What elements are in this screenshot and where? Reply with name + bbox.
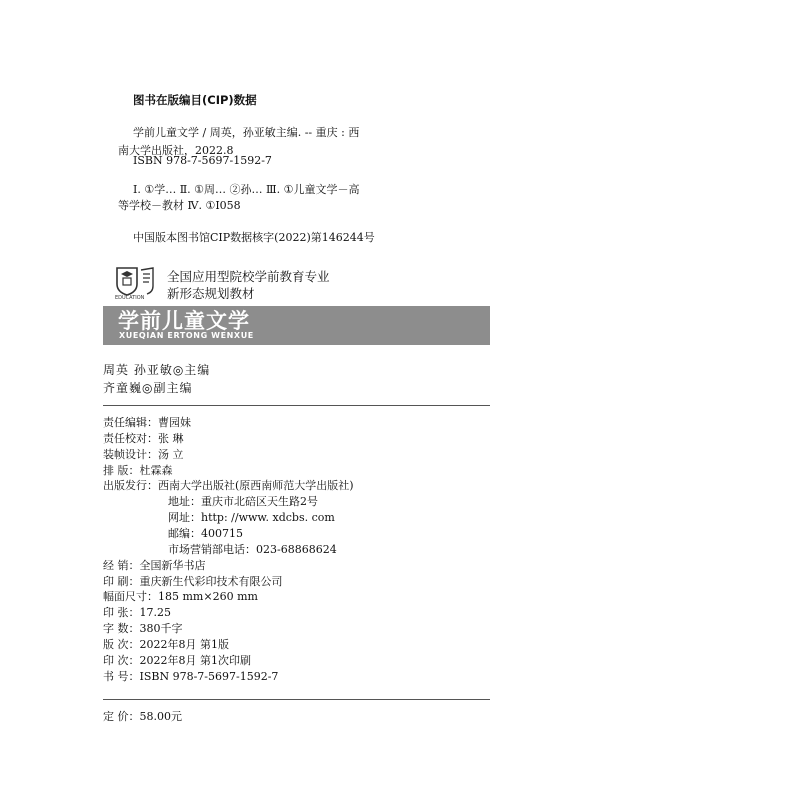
info-label: 印 次： bbox=[103, 653, 140, 667]
svg-text:EDUCATION: EDUCATION bbox=[115, 295, 145, 300]
cip-line-6: 中国版本图书馆CIP数据核字(2022)第146244号 bbox=[133, 231, 375, 244]
info-label: 幅面尺寸： bbox=[103, 590, 158, 604]
info-row bbox=[103, 636, 229, 652]
info-value: 重庆新生代彩印技术有限公司 bbox=[139, 574, 283, 588]
info-label: 书 号： bbox=[103, 669, 140, 683]
chief-editors: 周英 孙亚敏◎主编 bbox=[103, 363, 211, 377]
info-value: 邮编：400715 bbox=[168, 527, 243, 540]
info-row bbox=[168, 509, 335, 525]
info-value: 网址：http: //www. xdcbs. com bbox=[168, 511, 335, 525]
info-row bbox=[103, 477, 354, 493]
price-row bbox=[103, 708, 182, 724]
info-row bbox=[103, 668, 278, 684]
info-value: 曹园妹 bbox=[158, 416, 191, 429]
price-value: 58.00元 bbox=[139, 710, 182, 723]
cip-line-3: ISBN 978-7-5697-1592-7 bbox=[133, 154, 272, 167]
info-label: 版 次： bbox=[103, 637, 140, 651]
cip-line-5: 等学校－教材 Ⅳ. ①I058 bbox=[118, 199, 241, 212]
info-value: 2022年8月 第1次印刷 bbox=[139, 653, 251, 667]
info-row bbox=[103, 557, 206, 573]
info-row bbox=[103, 446, 184, 462]
info-row bbox=[168, 525, 243, 541]
divider-top bbox=[103, 405, 490, 406]
info-label: 字 数： bbox=[103, 622, 140, 635]
info-row bbox=[168, 493, 318, 509]
info-label: 出版发行： bbox=[103, 479, 158, 493]
info-value: ISBN 978-7-5697-1592-7 bbox=[139, 669, 279, 683]
education-logo bbox=[113, 264, 165, 300]
info-value: 2022年8月 第1版 bbox=[139, 637, 229, 651]
series-line-2: 新形态规划教材 bbox=[167, 286, 255, 301]
price-label: 定 价： bbox=[103, 710, 140, 723]
cip-line-4: Ⅰ. ①学… Ⅱ. ①周… ②孙… Ⅲ. ①儿童文学－高 bbox=[133, 183, 360, 196]
info-row bbox=[103, 588, 258, 604]
book-title: 学前儿童文学 bbox=[118, 309, 250, 333]
cip-line-2: 南大学出版社，2022.8 bbox=[118, 144, 234, 157]
info-row bbox=[103, 573, 283, 589]
info-row bbox=[103, 652, 251, 668]
info-label: 责任编辑： bbox=[103, 416, 158, 429]
info-value: 市场营销部电话：023-68868624 bbox=[168, 542, 337, 556]
info-value: 张 琳 bbox=[158, 431, 184, 445]
info-row bbox=[168, 541, 337, 557]
info-row bbox=[103, 620, 183, 636]
divider-bottom bbox=[103, 699, 490, 700]
info-label: 经 销： bbox=[103, 558, 140, 572]
cip-line-1: 学前儿童文学 / 周英，孙亚敏主编. -- 重庆 : 西 bbox=[133, 126, 360, 139]
cip-heading: 图书在版编目(CIP)数据 bbox=[133, 93, 257, 107]
info-row bbox=[103, 414, 191, 430]
info-label: 责任校对： bbox=[103, 431, 158, 445]
info-value: 185 mm×260 mm bbox=[158, 590, 258, 604]
info-value: 全国新华书店 bbox=[139, 558, 206, 572]
info-label: 装帧设计： bbox=[103, 447, 158, 461]
info-row bbox=[103, 430, 184, 446]
info-label: 印 张： bbox=[103, 606, 140, 620]
info-value: 西南大学出版社(原西南师范大学出版社) bbox=[158, 479, 354, 493]
deputy-editor: 齐童巍◎副主编 bbox=[103, 381, 193, 395]
info-value: 17.25 bbox=[139, 606, 171, 620]
info-row bbox=[103, 462, 173, 478]
info-label: 印 刷： bbox=[103, 574, 140, 588]
book-title-pinyin: XUEQIAN ERTONG WENXUE bbox=[119, 331, 254, 340]
series-line-1: 全国应用型院校学前教育专业 bbox=[167, 269, 330, 284]
info-value: 地址：重庆市北碚区天生路2号 bbox=[168, 495, 318, 509]
info-label: 排 版： bbox=[103, 463, 140, 477]
info-row bbox=[103, 604, 171, 620]
info-value: 杜霖森 bbox=[139, 463, 173, 477]
info-value: 380千字 bbox=[139, 622, 183, 635]
info-value: 汤 立 bbox=[158, 447, 184, 461]
